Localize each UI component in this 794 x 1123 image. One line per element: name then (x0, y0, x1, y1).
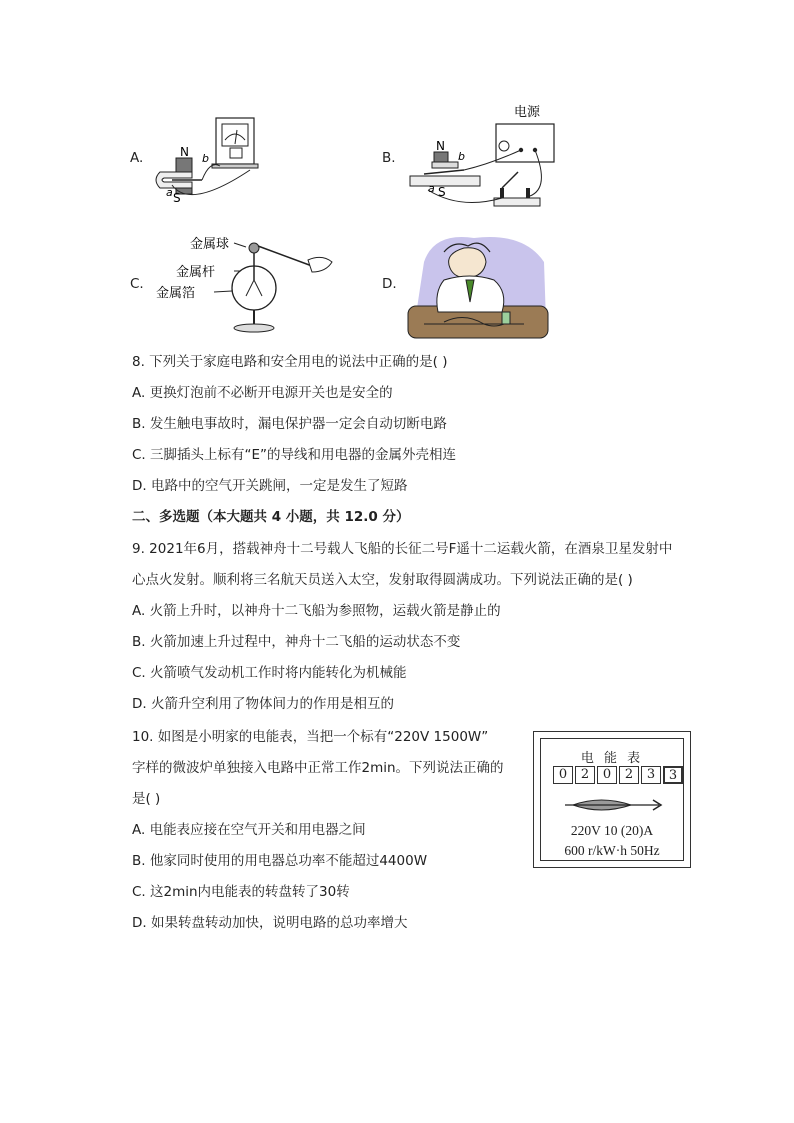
q10-option-b: B. 他家同时使用的用电器总功率不能超过4400W (132, 853, 428, 869)
meter-title: 电 能 表 (580, 751, 644, 766)
q10-option-a: A. 电能表应接在空气开关和用电器之间 (132, 822, 366, 838)
metal-ball-label: 金属球 (190, 237, 230, 252)
q9-stem-line2: 心点火发射。顺利将三名航天员送入太空，发射取得圆满成功。下列说法正确的是( ) (132, 572, 633, 588)
figure-a-b-text: b (202, 152, 209, 165)
meter-digit: 0 (597, 766, 617, 784)
meter-digit: 2 (619, 766, 639, 784)
option-a-label: A. (130, 150, 144, 166)
q10-option-d: D. 如果转盘转动加快，说明电路的总功率增大 (132, 915, 408, 931)
metal-foil-label: 金属箔 (156, 286, 196, 301)
option-b-label: B. (382, 150, 396, 166)
figure-b-n-text: N (436, 139, 445, 153)
q8-option-d: D. 电路中的空气开关跳闸，一定是发生了短路 (132, 478, 408, 494)
meter-disc-arrow-icon (565, 795, 665, 815)
q10-stem-line1: 10. 如图是小明家的电能表，当把一个标有“220V 1500W” (132, 729, 489, 745)
q8-option-c: C. 三脚插头上标有“E”的导线和用电器的金属外壳相连 (132, 447, 457, 463)
q8-stem: 8. 下列关于家庭电路和安全用电的说法中正确的是( ) (132, 354, 448, 370)
q10-stem-line2: 字样的微波炉单独接入电路中正常工作2min。下列说法正确的 (132, 760, 504, 776)
figure-a-s-text: S (173, 191, 181, 205)
q9-option-d: D. 火箭升空利用了物体间力的作用是相互的 (132, 696, 394, 712)
meter-digit: 2 (575, 766, 595, 784)
option-d-label: D. (382, 276, 397, 292)
section-heading-multi-choice: 二、多选题（本大题共 4 小题，共 12.0 分） (132, 509, 410, 525)
figure-b-s-text: S (438, 185, 446, 199)
q8-option-a: A. 更换灯泡前不必断开电源开关也是安全的 (132, 385, 393, 401)
figure-b-b-text: b (458, 150, 465, 163)
figure-a-n-text: N (180, 145, 189, 159)
q9-stem-line1: 9. 2021年6月，搭载神舟十二号载人飞船的长征二号F遥十二运载火箭，在酒泉卫星发射中 (132, 541, 673, 557)
meter-digits (553, 766, 685, 784)
electricity-meter (533, 731, 691, 868)
option-c-label: C. (130, 276, 144, 292)
meter-digit: 0 (553, 766, 573, 784)
figure-d-scientist-illustration (404, 232, 550, 342)
q9-option-b: B. 火箭加速上升过程中，神舟十二飞船的运动状态不变 (132, 634, 461, 650)
meter-rating-line2: 600 r/kW·h 50Hz (564, 843, 660, 858)
meter-inner-frame (540, 738, 684, 861)
figure-a-galvanometer-magnet (150, 110, 260, 210)
figure-c-electroscope (150, 228, 340, 336)
meter-digit: 3 (641, 766, 661, 784)
q10-stem-line3: 是( ) (132, 791, 161, 807)
figure-b-motor-circuit (400, 98, 560, 216)
metal-rod-label: 金属杆 (176, 265, 216, 280)
q10-option-c: C. 这2min内电能表的转盘转了30转 (132, 884, 350, 900)
q8-option-b: B. 发生触电事故时，漏电保护器一定会自动切断电路 (132, 416, 447, 432)
figure-a-a-text: a (166, 186, 173, 199)
q9-option-a: A. 火箭上升时，以神舟十二飞船为参照物，运载火箭是静止的 (132, 603, 501, 619)
q9-option-c: C. 火箭喷气发动机工作时将内能转化为机械能 (132, 665, 407, 681)
figure-b-power-label: 电源 (514, 105, 541, 120)
meter-digit-decimal: 3 (663, 766, 683, 784)
meter-rating-line1: 220V 10 (20)A (570, 823, 654, 838)
figure-b-a-text: a (428, 182, 435, 195)
